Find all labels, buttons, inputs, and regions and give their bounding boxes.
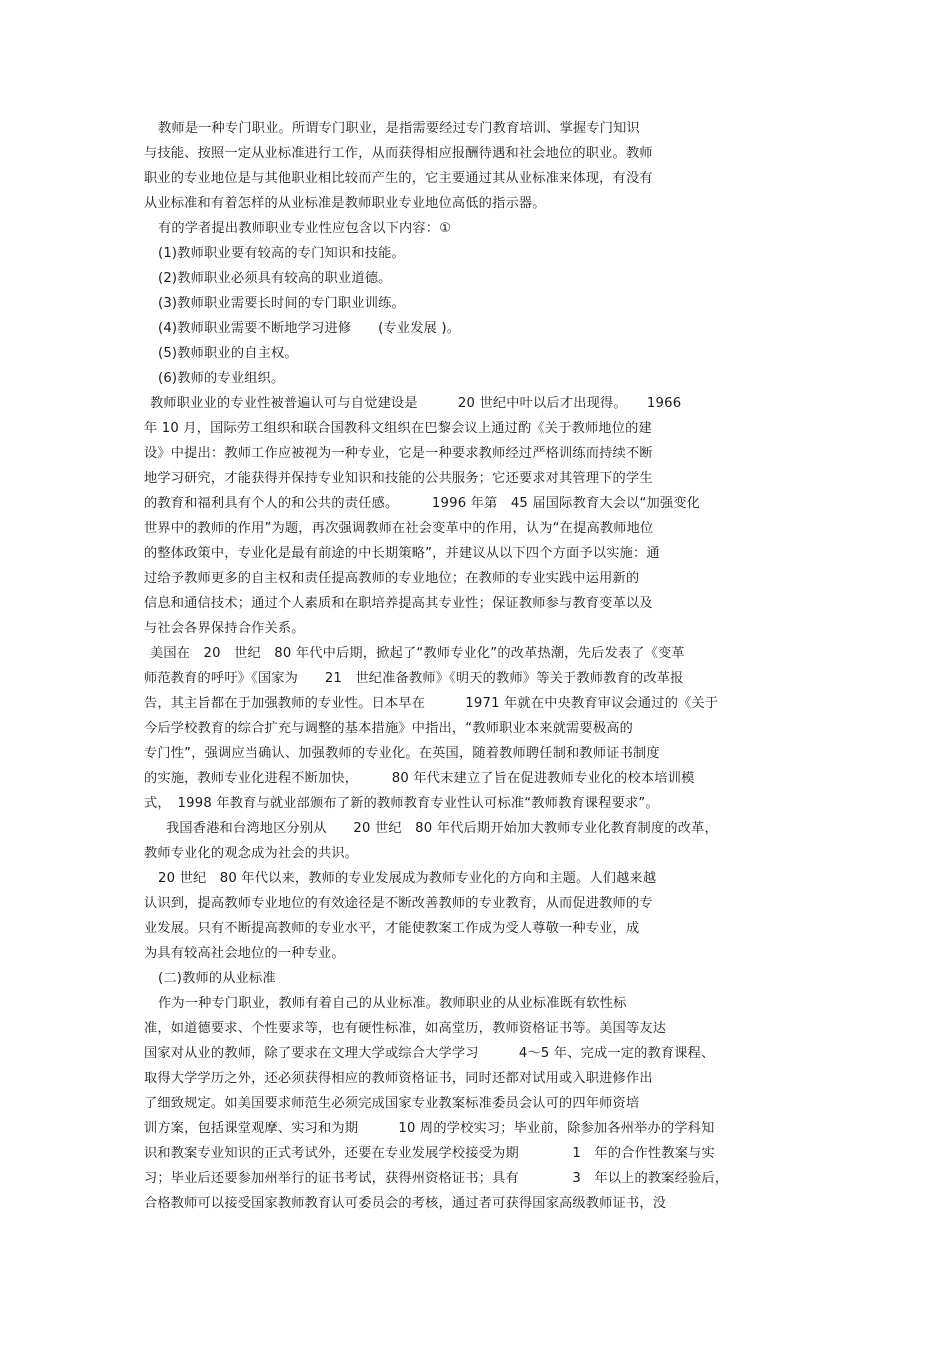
- text-line: 习；毕业后还要参加州举行的证书考试，获得州资格证书；具有 3 年以上的教案经验后，: [144, 1171, 729, 1186]
- text-line: (6)教师的专业组织。: [158, 371, 285, 386]
- text-line: 教师职业业的专业性被普遍认可与自觉建设是 20 世纪中叶以后才出现得。 1966: [150, 396, 682, 411]
- text-line: 年 10 月，国际劳工组织和联合国教科文组织在巴黎会议上通过酌《关于教师地位的建: [144, 421, 652, 436]
- section-heading: (二)教师的从业标准: [158, 971, 276, 986]
- text-line: 认识到，提高教师专业地位的有效途径是不断改善教师的专业教育，从而促进教师的专: [144, 896, 653, 911]
- text-line: 信息和通信技术；通过个人素质和在职培养提高其专业性；保证教师参与教育变革以及: [144, 596, 653, 611]
- text-line: 教师专业化的观念成为社会的共识。: [144, 846, 359, 861]
- text-line: (2)教师职业必须具有较高的职业道德。: [158, 271, 392, 286]
- text-line: 识和教案专业知识的正式考试外，还要在专业发展学校接受为期 1 年的合作性教案与实: [144, 1146, 715, 1161]
- text-line: 取得大学学历之外，还必须获得相应的教师资格证书，同时还都对试用或入职进修作出: [144, 1071, 653, 1086]
- text-line: 了细致规定。如美国要求师范生必须完成国家专业教案标准委员会认可的四年师资培: [144, 1096, 640, 1111]
- text-line: 业发展。只有不断提高教师的专业水平，才能使教案工作成为受人尊敬一种专业，成: [144, 921, 640, 936]
- text-line: 设》中提出：教师工作应被视为一种专业，它是一种要求教师经过严格训练而持续不断: [144, 446, 653, 461]
- text-line: 今后学校教育的综合扩充与调整的基本措施》中指出，“教师职业本来就需要极高的: [144, 721, 633, 736]
- text-line: 世界中的教师的作用”为题，再次强调教师在社会变革中的作用，认为“在提高教师地位: [144, 521, 654, 536]
- text-line: 我国香港和台湾地区分别从 20 世纪 80 年代后期开始加大教师专业化教育制度的改革，: [166, 821, 718, 836]
- text-line: 与社会各界保持合作关系。: [144, 621, 305, 636]
- text-line: 职业的专业地位是与其他职业相比较而产生的，它主要通过其从业标准来体现，有没有: [144, 171, 653, 186]
- text-line: 的实施，教师专业化进程不断加快， 80 年代末建立了旨在促进教师专业化的校本培训模: [144, 771, 695, 786]
- text-line: 美国在 20 世纪 80 年代中后期，掀起了“教师专业化”的改革热潮，先后发表了《变革: [150, 646, 685, 661]
- text-line: (4)教师职业需要不断地学习进修 (专业发展 )。: [158, 321, 461, 336]
- text-line: 的整体政策中，专业化是最有前途的中长期策略”，并建议从以下四个方面予以实施：通: [144, 546, 660, 561]
- text-line: 训方案，包括课堂观摩、实习和为期 10 周的学校实习；毕业前，除参加各州举办的学科知: [144, 1121, 715, 1136]
- text-line: 准，如道德要求、个性要求等，也有硬性标准，如高堂历，教师资格证书等。美国等友达: [144, 1021, 667, 1036]
- text-line: 过给予教师更多的自主权和责任提高教师的专业地位；在教师的专业实践中运用新的: [144, 571, 640, 586]
- text-line: (5)教师职业的自主权。: [158, 346, 298, 361]
- text-line: 教师是一种专门职业。所谓专门职业，是指需要经过专门教育培训、掌握专门知识: [158, 121, 640, 136]
- text-line: 有的学者提出教师职业专业性应包含以下内容：①: [158, 221, 452, 236]
- text-line: (3)教师职业需要长时间的专门职业训练。: [158, 296, 405, 311]
- text-line: 国家对从业的教师，除了要求在文理大学或综合大学学习 4～5 年、完成一定的教育课程、: [144, 1046, 715, 1061]
- text-line: 从业标准和有着怎样的从业标准是教师职业专业地位高低的指示器。: [144, 196, 546, 211]
- text-line: 地学习研究，才能获得并保持专业知识和技能的公共服务；它还要求对其管理下的学生: [144, 471, 653, 486]
- text-line: 作为一种专门职业，教师有着自己的从业标准。教师职业的从业标准既有软性标: [158, 996, 627, 1011]
- text-line: 与技能、按照一定从业标准进行工作，从而获得相应报酬待遇和社会地位的职业。教师: [144, 146, 653, 161]
- text-line: 20 世纪 80 年代以来，教师的专业发展成为教师专业化的方向和主题。人们越来越: [158, 871, 657, 886]
- text-line: 告，其主旨都在于加强教师的专业性。日本早在 1971 年就在中央教育审议会通过的《关于: [144, 696, 719, 711]
- text-line: (1)教师职业要有较高的专门知识和技能。: [158, 246, 405, 261]
- text-line: 为具有较高社会地位的一种专业。: [144, 946, 345, 961]
- text-line: 的教育和福利具有个人的和公共的责任感。 1996 年第 45 届国际教育大会以“加强变化: [144, 496, 701, 511]
- text-line: 合格教师可以接受国家教师教育认可委员会的考核，通过者可获得国家高级教师证书，没: [144, 1196, 667, 1211]
- text-line: 式， 1998 年教育与就业部颁布了新的教师教育专业性认可标准“教师教育课程要求”。: [144, 796, 659, 811]
- text-line: 师范教育的呼吁》《国家为 21 世纪准备教师》《明天的教师》等关于教师教育的改革报: [144, 671, 684, 686]
- text-line: 专门性”，强调应当确认、加强教师的专业化。在英国，随着教师聘任制和教师证书制度: [144, 746, 660, 761]
